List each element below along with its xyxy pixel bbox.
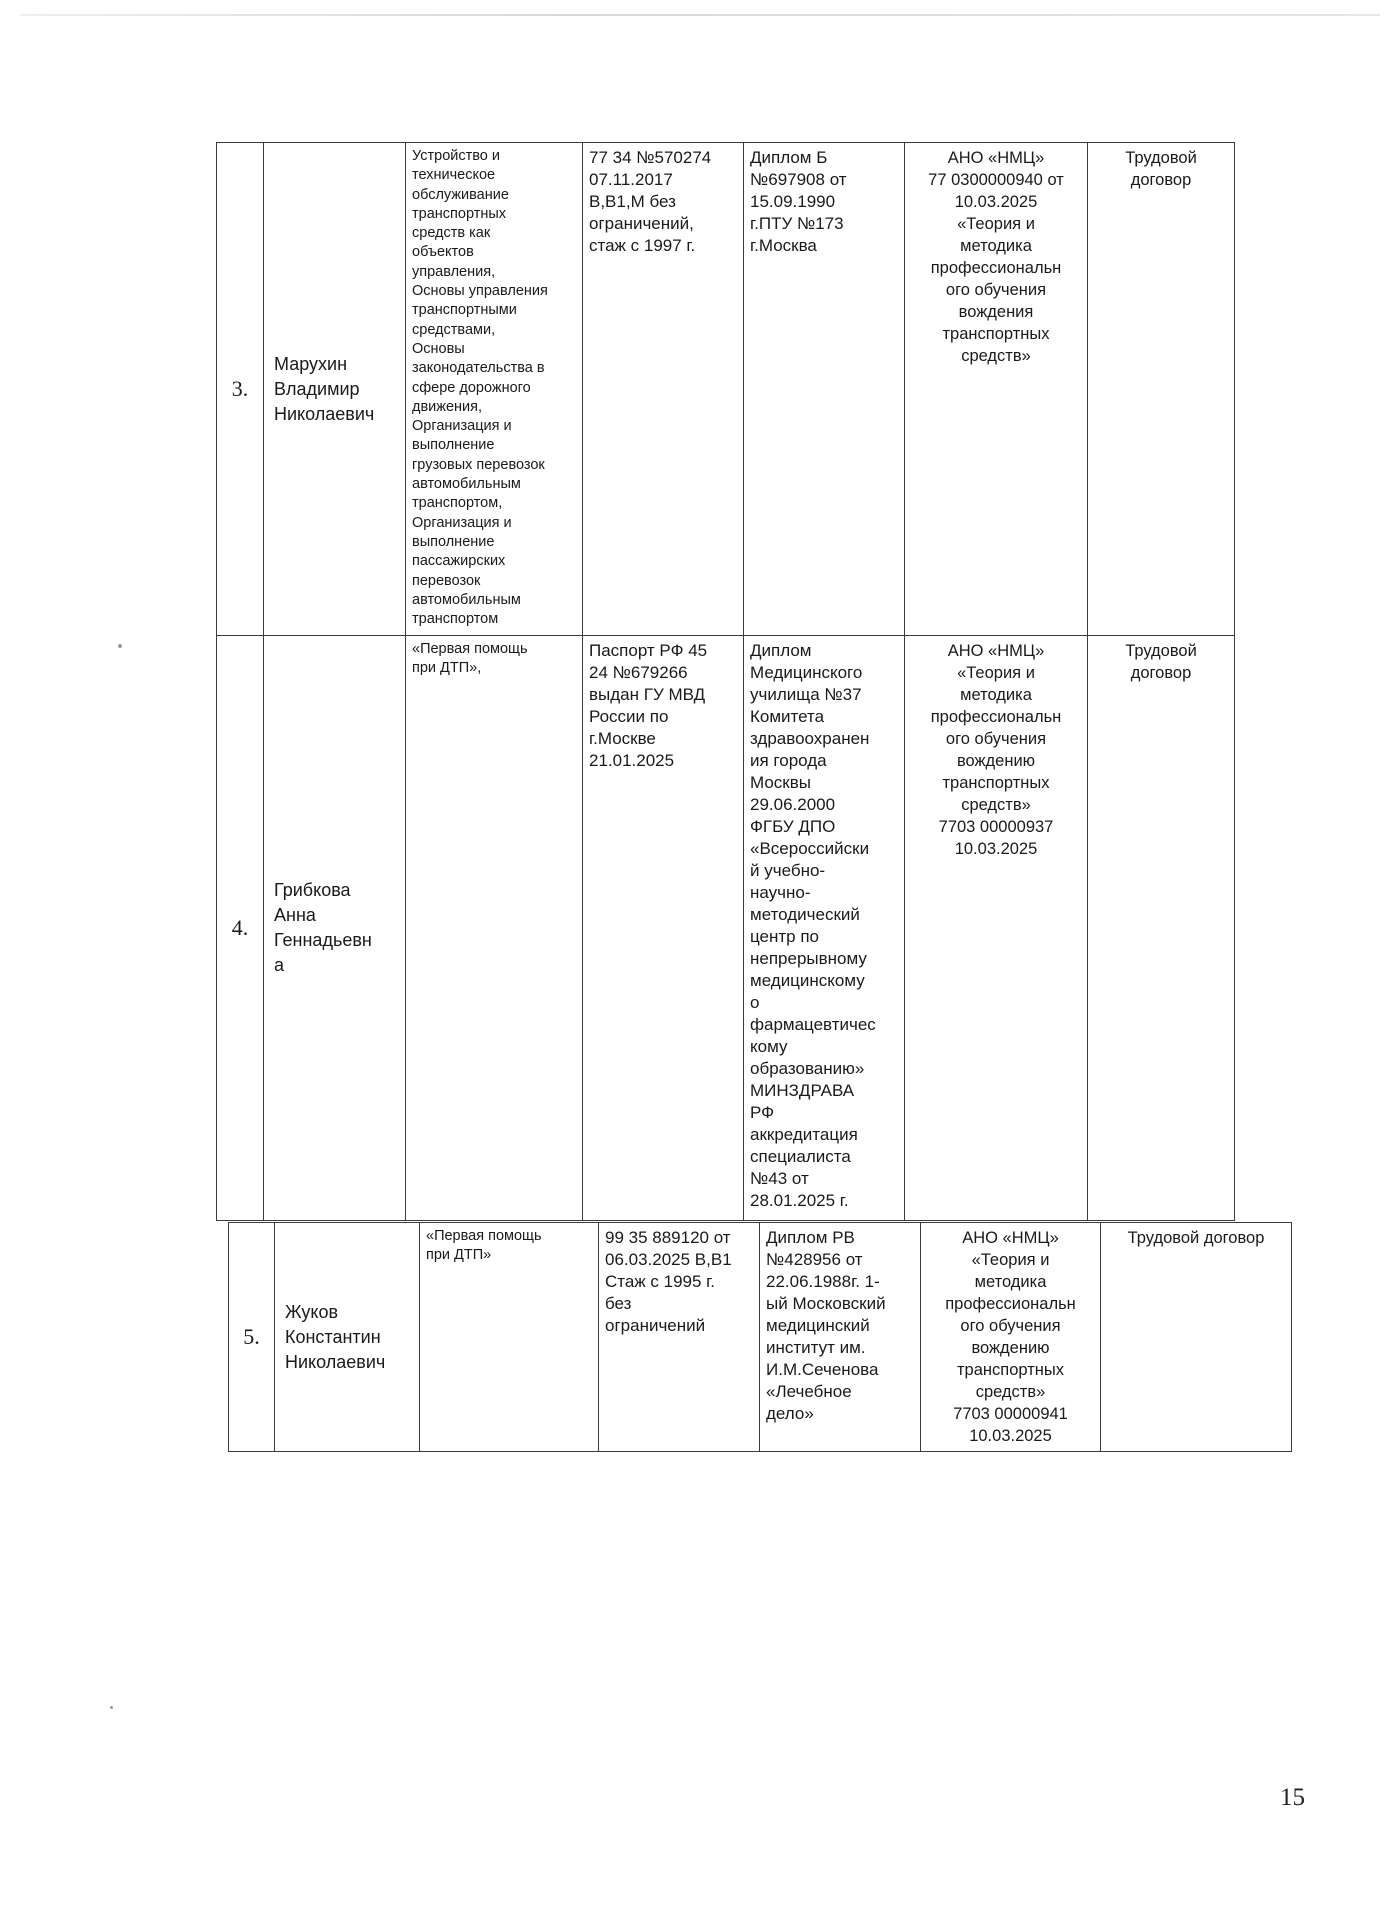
education: Диплом Медицинского училища №37 Комитета здравоохранен ия города Москвы 29.06.2000 ФГБУ ДПО «Всероссийски й учебно- научно- методический центр по непрерывному медицинскому о фармацевтичес кому образованию» МИНЗДРАВА РФ аккредитация специалиста №43 от 28.01.2025 г. [744,636,905,1221]
staff-table-upper [216,142,1235,1221]
employment-basis: Трудовой договор [1088,143,1235,636]
staff-name: Грибкова Анна Геннадьевн а [264,636,406,1221]
id-document: 77 34 №570274 07.11.2017 B,B1,M без ограничений, стаж с 1997 г. [583,143,744,636]
id-document: Паспорт РФ 45 24 №679266 выдан ГУ МВД России по г.Москве 21.01.2025 [583,636,744,1221]
table-row [217,636,1235,1221]
scan-edge [20,14,1380,16]
staff-name: Марухин Владимир Николаевич [264,143,406,636]
table-row [229,1223,1292,1452]
staff-table-lower [228,1222,1292,1452]
row-number: 3. [217,143,264,636]
employment-basis: Трудовой договор [1101,1223,1292,1452]
scan-speck [118,644,122,648]
id-document: 99 35 889120 от 06.03.2025 B,B1 Стаж с 1995 г. без ограничений [599,1223,760,1452]
education: Диплом РВ №428956 от 22.06.1988г. 1- ый Московский медицинский институт им. И.М.Сеченова «Лечебное дело» [760,1223,921,1452]
row-number: 5. [229,1223,275,1452]
taught-subjects: Устройство и техническое обслуживание транспортных средств как объектов управления, Основы управления транспортными средствами, Основы законодательства в сфере дорожного движения, Организация и выполнение грузовых перевозок автомобильным транспортом, Организация и выполнение пассажирских перевозок автомобильным транспортом [406,143,583,636]
qualification-certificate: АНО «НМЦ» «Теория и методика профессиональн ого обучения вождению транспортных средств» 7703 00000937 10.03.2025 [905,636,1088,1221]
taught-subjects: «Первая помощь при ДТП» [420,1223,599,1452]
staff-name: Жуков Константин Николаевич [275,1223,420,1452]
employment-basis: Трудовой договор [1088,636,1235,1221]
education: Диплом Б №697908 от 15.09.1990 г.ПТУ №173 г.Москва [744,143,905,636]
table-row [217,143,1235,636]
qualification-certificate: АНО «НМЦ» 77 0300000940 от 10.03.2025 «Теория и методика профессиональн ого обучения вождения транспортных средств» [905,143,1088,636]
scan-speck [110,1706,113,1709]
page-number: 15 [1280,1784,1305,1811]
qualification-certificate: АНО «НМЦ» «Теория и методика профессиональн ого обучения вождению транспортных средств» 7703 00000941 10.03.2025 [921,1223,1101,1452]
taught-subjects: «Первая помощь при ДТП», [406,636,583,1221]
row-number: 4. [217,636,264,1221]
